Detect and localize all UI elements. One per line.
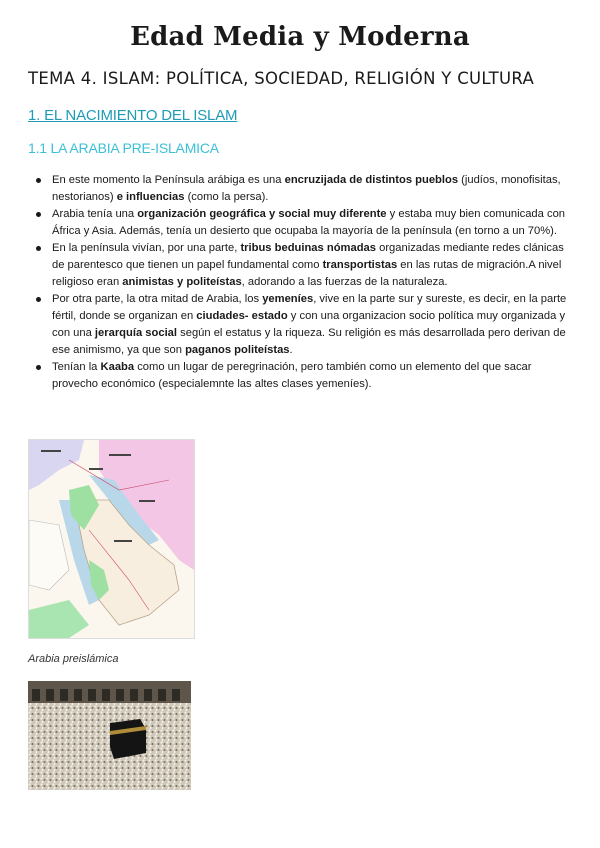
bullet-item <box>34 172 574 206</box>
map-caption: Arabia preislámica <box>28 653 119 665</box>
bullet-text: (judíos, monofisitas, nestorianos) <box>52 174 561 203</box>
bullet-text: y con una organizacion socio política muy organizada y con una <box>52 310 566 339</box>
bullet-bold-text: e influencias <box>116 191 185 203</box>
bullet-text: y estaba muy bien comunicada con África y Asia. Además, tenía un desierto que ocupaba la mayoría de la península (en torno a un 70%). <box>52 208 566 237</box>
topic-subtitle: TEMA 4. ISLAM: POLÍTICA, SOCIEDAD, RELIGIÓN Y CULTURA <box>28 69 535 88</box>
subsection-heading: 1.1 LA ARABIA PRE-ISLAMICA <box>28 140 219 156</box>
kaaba-photo <box>28 681 191 790</box>
section-heading: 1. EL NACIMIENTO DEL ISLAM <box>28 107 238 124</box>
page-title: Edad Media y Moderna <box>130 22 470 52</box>
bullet-text: como un lugar de peregrinación, pero también como un elemento del que sacar provecho económico (especialemnte las altes clases yemeníes). <box>52 361 532 390</box>
bullet-text: , adorando a las fuerzas de la naturaleza. <box>241 276 448 288</box>
bullet-bold-text: Kaaba <box>100 361 135 373</box>
bullet-bold-text: ciudades- estado <box>196 310 288 322</box>
bullet-bold-text: yemeníes <box>262 293 314 305</box>
bullet-item <box>34 240 574 291</box>
bullet-bold-text: encruzijada de distintos pueblos <box>284 174 462 186</box>
bullet-text: . <box>289 344 293 356</box>
bullet-item <box>34 206 574 240</box>
bullet-bold-text: transportistas <box>322 259 398 271</box>
bullet-text: en las rutas de migración.A nivel religioso eran <box>52 259 562 288</box>
bullet-text: Tenían la <box>52 361 101 373</box>
bullet-list <box>34 172 574 393</box>
bullet-bold-text: jerarquía social <box>94 327 178 339</box>
bullet-bold-text: organización geográfica y social muy diferente <box>137 208 387 220</box>
bullet-text: organizadas mediante redes clánicas de parentesco que tienen un papel fundamental como <box>52 242 564 271</box>
bullet-bold-text: animistas y politeístas <box>122 276 242 288</box>
bullet-bold-text: paganos politeístas <box>185 344 290 356</box>
bullet-text: , vive en la parte sur y sureste, es decir, en la parte fértil, donde se organizan en <box>52 293 567 322</box>
bullet-item <box>34 291 574 359</box>
bullet-text: según el estatus y la riqueza. Su religión es más desarrollada pero derivan de ese animismo, ya que son <box>52 327 566 356</box>
bullet-text: Por otra parte, la otra mitad de Arabia, los <box>52 293 263 305</box>
bullet-text: En la península vivían, por una parte, <box>52 242 241 254</box>
bullet-text: Arabia tenía una <box>52 208 138 220</box>
bullet-item <box>34 359 574 393</box>
bullet-bold-text: tribus beduinas nómadas <box>240 242 376 254</box>
bullet-text: (como la persa). <box>184 191 269 203</box>
bullet-text: En este momento la Península arábiga es una <box>52 174 285 186</box>
arabia-map-image <box>28 439 195 639</box>
